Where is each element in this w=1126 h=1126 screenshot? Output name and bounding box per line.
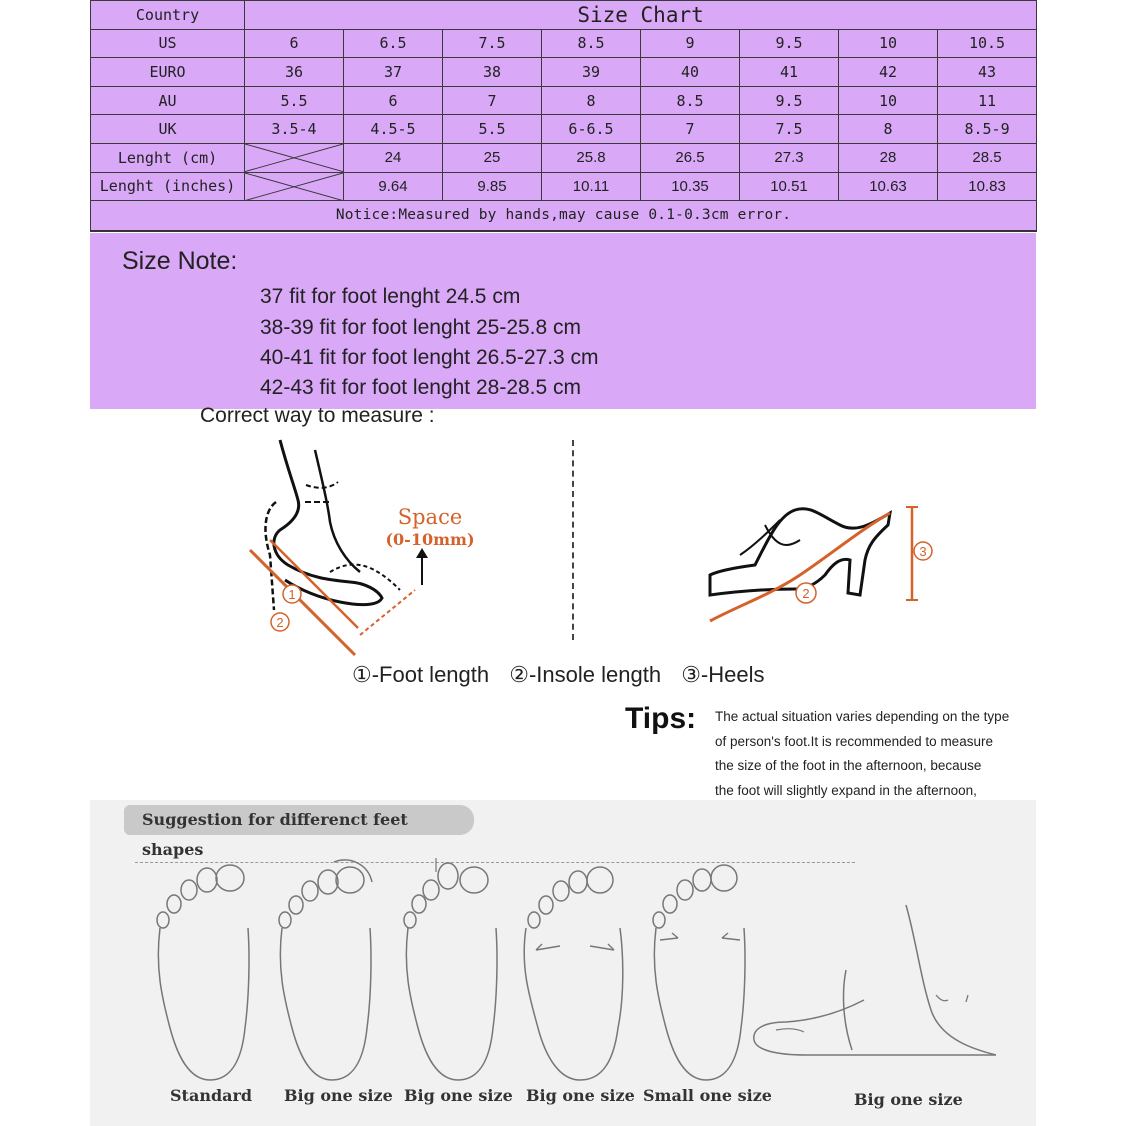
table-cell: 38 — [443, 58, 542, 87]
table-cell: 6-6.5 — [542, 115, 641, 144]
table-row-uk — [91, 115, 1037, 144]
table-cell: 7 — [641, 115, 740, 144]
table-cell: 41 — [740, 58, 839, 87]
table-cell: 9.5 — [740, 86, 839, 115]
table-cell: 8.5 — [641, 86, 740, 115]
diagram-divider — [572, 440, 574, 640]
marker-3-label: 3 — [919, 544, 927, 559]
foot-outline-big-one-size-3 — [520, 858, 630, 1088]
table-cell: 25.8 — [542, 143, 641, 172]
foot-label-big-one-size: Big one size — [854, 1090, 963, 1109]
marker-2-label: 2 — [276, 615, 284, 630]
country-header: Country — [91, 1, 245, 30]
size-note-panel — [90, 233, 1036, 409]
table-cell: 25 — [443, 143, 542, 172]
table-cell: 43 — [938, 58, 1037, 87]
row-label: UK — [91, 115, 245, 144]
table-cell: 8.5 — [542, 29, 641, 58]
table-cell: 6 — [344, 86, 443, 115]
space-label: Space — [397, 505, 463, 529]
table-row-au — [91, 86, 1037, 115]
legend-insole-length: ②-Insole length — [509, 662, 662, 687]
table-cell: 3.5-4 — [245, 115, 344, 144]
foot-outline-big-one-size-2 — [398, 858, 508, 1088]
table-cell: 4.5-5 — [344, 115, 443, 144]
table-cell: 10.11 — [542, 172, 641, 201]
row-label: Lenght (inches) — [91, 172, 245, 201]
size-chart — [90, 0, 1036, 232]
feet-shapes-title: Suggestion for differenct feet shapes — [124, 805, 474, 835]
table-cell: 5.5 — [443, 115, 542, 144]
table-cell: 9.64 — [344, 172, 443, 201]
table-cell: 10.51 — [740, 172, 839, 201]
size-note-line: 38-39 fit for foot lenght 25-25.8 cm — [260, 316, 582, 339]
table-cell: 36 — [245, 58, 344, 87]
empty-crossed-cell — [245, 172, 344, 201]
marker-2-label: 2 — [802, 586, 810, 601]
table-cell: 24 — [344, 143, 443, 172]
table-header-row — [91, 1, 1037, 30]
table-cell: 7.5 — [443, 29, 542, 58]
tips-line: The actual situation varies depending on the type — [715, 709, 1010, 724]
foot-label-small-one-size: Small one size — [643, 1086, 772, 1105]
table-cell: 7.5 — [740, 115, 839, 144]
table-cell: 11 — [938, 86, 1037, 115]
tips-label: Tips: — [625, 702, 697, 735]
table-row-length-inches — [91, 172, 1037, 201]
table-cell: 10.35 — [641, 172, 740, 201]
table-cell: 37 — [344, 58, 443, 87]
table-cell: 8 — [542, 86, 641, 115]
row-label: Lenght (cm) — [91, 143, 245, 172]
size-note-line: 40-41 fit for foot lenght 26.5-27.3 cm — [260, 346, 599, 369]
foot-outline-big-one-size-1 — [272, 858, 382, 1088]
feet-shapes-panel — [90, 800, 1036, 1126]
table-row-length-cm — [91, 143, 1037, 172]
table-cell: 9.85 — [443, 172, 542, 201]
legend-heels: ③-Heels — [681, 662, 765, 687]
table-cell: 6 — [245, 29, 344, 58]
table-cell: 10.83 — [938, 172, 1037, 201]
table-cell: 27.3 — [740, 143, 839, 172]
table-cell: 10.63 — [839, 172, 938, 201]
foot-label-big-one-size: Big one size — [284, 1086, 393, 1105]
size-note-line: 37 fit for foot lenght 24.5 cm — [260, 285, 521, 308]
table-cell: 26.5 — [641, 143, 740, 172]
marker-1-label: 1 — [288, 587, 296, 602]
space-range-label: (0-10mm) — [385, 530, 475, 549]
foot-label-standard: Standard — [170, 1086, 253, 1105]
measure-legend — [352, 662, 778, 688]
table-cell: 10.5 — [938, 29, 1037, 58]
shoe-heel-diagram — [700, 485, 940, 635]
table-cell: 8 — [839, 115, 938, 144]
size-chart-table — [90, 0, 1037, 232]
tips-line: of person's foot.It is recommended to measure — [715, 733, 993, 749]
table-cell: 10 — [839, 86, 938, 115]
table-cell: 6.5 — [344, 29, 443, 58]
foot-measure-diagram — [210, 430, 510, 670]
table-row-euro — [91, 58, 1037, 87]
table-cell: 39 — [542, 58, 641, 87]
foot-outline-small-one-size — [646, 858, 756, 1088]
foot-outline-side-view — [746, 900, 1006, 1075]
notice-text: Notice:Measured by hands,may cause 0.1-0.3cm error. — [91, 201, 1037, 231]
row-label: EURO — [91, 58, 245, 87]
table-cell: 28 — [839, 143, 938, 172]
table-cell: 7 — [443, 86, 542, 115]
foot-outline-standard — [150, 858, 260, 1088]
table-cell: 10 — [839, 29, 938, 58]
foot-label-big-one-size: Big one size — [526, 1086, 635, 1105]
tips-line: the foot will slightly expand in the afternoon, — [715, 782, 977, 798]
table-cell: 42 — [839, 58, 938, 87]
table-cell: 40 — [641, 58, 740, 87]
table-cell: 5.5 — [245, 86, 344, 115]
row-label: US — [91, 29, 245, 58]
notice-row — [91, 201, 1037, 231]
chart-title: Size Chart — [245, 1, 1037, 30]
measure-title: Correct way to measure : — [200, 404, 435, 427]
row-label: AU — [91, 86, 245, 115]
table-cell: 8.5-9 — [938, 115, 1037, 144]
table-cell: 28.5 — [938, 143, 1037, 172]
size-note-line: 42-43 fit for foot lenght 28-28.5 cm — [260, 376, 582, 399]
empty-crossed-cell — [245, 143, 344, 172]
table-cell: 9 — [641, 29, 740, 58]
foot-label-big-one-size: Big one size — [404, 1086, 513, 1105]
table-row-us — [91, 29, 1037, 58]
size-note-title: Size Note: — [122, 247, 238, 275]
tips-line: the size of the foot in the afternoon, because — [715, 758, 982, 773]
legend-foot-length: ①-Foot length — [352, 662, 490, 687]
table-cell: 9.5 — [740, 29, 839, 58]
